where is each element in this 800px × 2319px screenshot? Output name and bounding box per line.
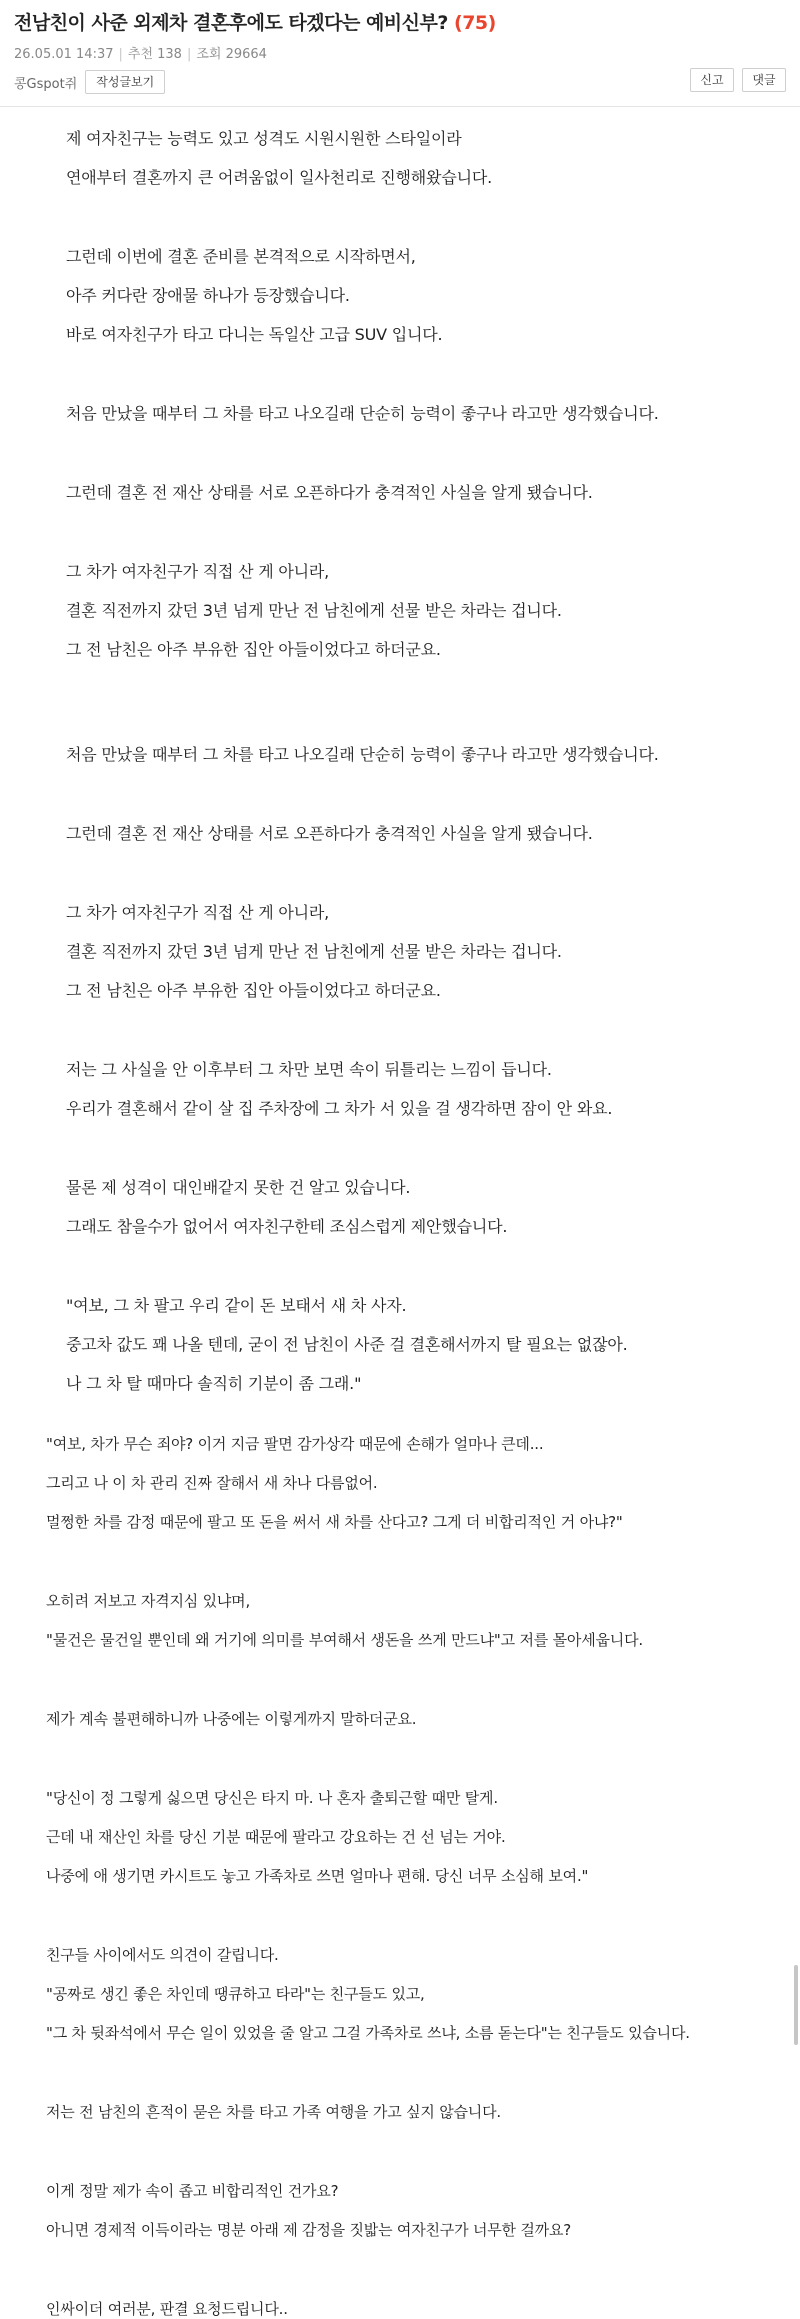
body-line: 결혼 직전까지 갔던 3년 넘게 만난 전 남친에게 선물 받은 차라는 겁니다. — [66, 942, 562, 961]
body-line: 친구들 사이에서도 의견이 갈립니다. — [46, 1946, 279, 1964]
post-date: 26.05.01 14:37 — [14, 47, 114, 62]
post-views: 조회 29664 — [196, 47, 267, 62]
body-line: "그 차 뒷좌석에서 무슨 일이 있었을 줄 알고 그걸 가족차로 쓰냐, 소름 돋는다"는 친구들도 있습니다. — [46, 2024, 690, 2042]
body-line: 그리고 나 이 차 관리 진짜 잘해서 새 차나 다름없어. — [46, 1474, 378, 1492]
comment-button[interactable]: 댓글 — [742, 68, 786, 92]
meta-divider: | — [118, 47, 123, 62]
body-line: 근데 내 재산인 차를 당신 기분 때문에 팔라고 강요하는 건 선 넘는 거야. — [46, 1828, 506, 1846]
body-line: 물론 제 성격이 대인배같지 못한 건 알고 있습니다. — [66, 1178, 411, 1197]
body-line: 오히려 저보고 자격지심 있냐며, — [46, 1592, 251, 1610]
body-line: 연애부터 결혼까지 큰 어려움없이 일사천리로 진행해왔습니다. — [66, 168, 492, 187]
body-line: 저는 전 남친의 흔적이 묻은 차를 타고 가족 여행을 가고 싶지 않습니다. — [46, 2103, 501, 2121]
body-line: 그래도 참을수가 없어서 여자친구한테 조심스럽게 제안했습니다. — [66, 1217, 508, 1236]
body-line: 제가 계속 불편해하니까 나중에는 이렇게까지 말하더군요. — [46, 1710, 417, 1728]
body-line: 그런데 결혼 전 재산 상태를 서로 오픈하다가 충격적인 사실을 알게 됐습니다. — [66, 483, 593, 502]
post-meta — [14, 43, 267, 62]
post-actions — [690, 68, 786, 92]
author-name[interactable]: 콩Gspot쥐 — [14, 76, 78, 92]
body-line: 처음 만났을 때부터 그 차를 타고 나오길래 단순히 능력이 좋구나 라고만 생각했습니다. — [66, 404, 659, 423]
post-header — [0, 0, 800, 107]
body-line: 결혼 직전까지 갔던 3년 넘게 만난 전 남친에게 선물 받은 차라는 겁니다. — [66, 601, 562, 620]
body-line: "여보, 차가 무슨 죄야? 이거 지금 팔면 감가상각 때문에 손해가 얼마나 큰데... — [46, 1435, 544, 1453]
body-line: 중고차 값도 꽤 나올 텐데, 굳이 전 남친이 사준 걸 결혼해서까지 탈 필요는 없잖아. — [66, 1335, 628, 1354]
body-line: 인싸이더 여러분, 판결 요청드립니다.. — [46, 2300, 288, 2318]
body-line: 그런데 이번에 결혼 준비를 본격적으로 시작하면서, — [66, 247, 416, 266]
comment-count[interactable]: (75) — [454, 12, 496, 34]
scrollbar-thumb[interactable] — [794, 1965, 798, 2045]
body-line: 그 차가 여자친구가 직접 산 게 아니라, — [66, 903, 330, 922]
body-line: 아니면 경제적 이득이라는 명분 아래 제 감정을 짓밟는 여자친구가 너무한 걸까요? — [46, 2221, 572, 2239]
body-line: 이게 정말 제가 속이 좁고 비합리적인 건가요? — [46, 2182, 339, 2200]
body-line: "물건은 물건일 뿐인데 왜 거기에 의미를 부여해서 생돈을 쓰게 만드냐"고 저를 몰아세웁니다. — [46, 1631, 643, 1649]
author-posts-button[interactable]: 작성글보기 — [85, 70, 165, 94]
body-line: 그 전 남친은 아주 부유한 집안 아들이었다고 하더군요. — [66, 981, 441, 1000]
post-title: 전남친이 사준 외제차 결혼후에도 타겠다는 예비신부? — [14, 12, 448, 34]
author-row — [14, 70, 165, 94]
body-line: 처음 만났을 때부터 그 차를 타고 나오길래 단순히 능력이 좋구나 라고만 생각했습니다. — [66, 745, 659, 764]
body-line: 바로 여자친구가 타고 다니는 독일산 고급 SUV 입니다. — [66, 325, 443, 344]
body-line: 멀쩡한 차를 감정 때문에 팔고 또 돈을 써서 새 차를 산다고? 그게 더 비합리적인 거 아냐?" — [46, 1513, 623, 1531]
body-line: 아주 커다란 장애물 하나가 등장했습니다. — [66, 286, 350, 305]
body-line: 그런데 결혼 전 재산 상태를 서로 오픈하다가 충격적인 사실을 알게 됐습니다. — [66, 824, 593, 843]
body-line: "당신이 정 그렇게 싫으면 당신은 타지 마. 나 혼자 출퇴근할 때만 탈게. — [46, 1789, 498, 1807]
body-line: "공짜로 생긴 좋은 차인데 땡큐하고 타라"는 친구들도 있고, — [46, 1985, 425, 2003]
body-line: 저는 그 사실을 안 이후부터 그 차만 보면 속이 뒤틀리는 느낌이 듭니다. — [66, 1060, 552, 1079]
post-title-row — [14, 8, 496, 35]
post-likes: 추천 138 — [127, 47, 182, 62]
meta-divider: | — [186, 47, 192, 62]
body-line: "여보, 그 차 팔고 우리 같이 돈 보태서 새 차 사자. — [66, 1296, 407, 1315]
body-line: 나중에 애 생기면 카시트도 놓고 가족차로 쓰면 얼마나 편해. 당신 너무 소심해 보여." — [46, 1867, 589, 1885]
body-line: 그 차가 여자친구가 직접 산 게 아니라, — [66, 562, 330, 581]
body-line: 그 전 남친은 아주 부유한 집안 아들이었다고 하더군요. — [66, 640, 441, 659]
body-line: 제 여자친구는 능력도 있고 성격도 시원시원한 스타일이라 — [66, 129, 462, 148]
body-line: 나 그 차 탈 때마다 솔직히 기분이 좀 그래." — [66, 1374, 362, 1393]
body-line: 우리가 결혼해서 같이 살 집 주차장에 그 차가 서 있을 걸 생각하면 잠이 안 와요. — [66, 1099, 613, 1118]
report-button[interactable]: 신고 — [690, 68, 734, 92]
